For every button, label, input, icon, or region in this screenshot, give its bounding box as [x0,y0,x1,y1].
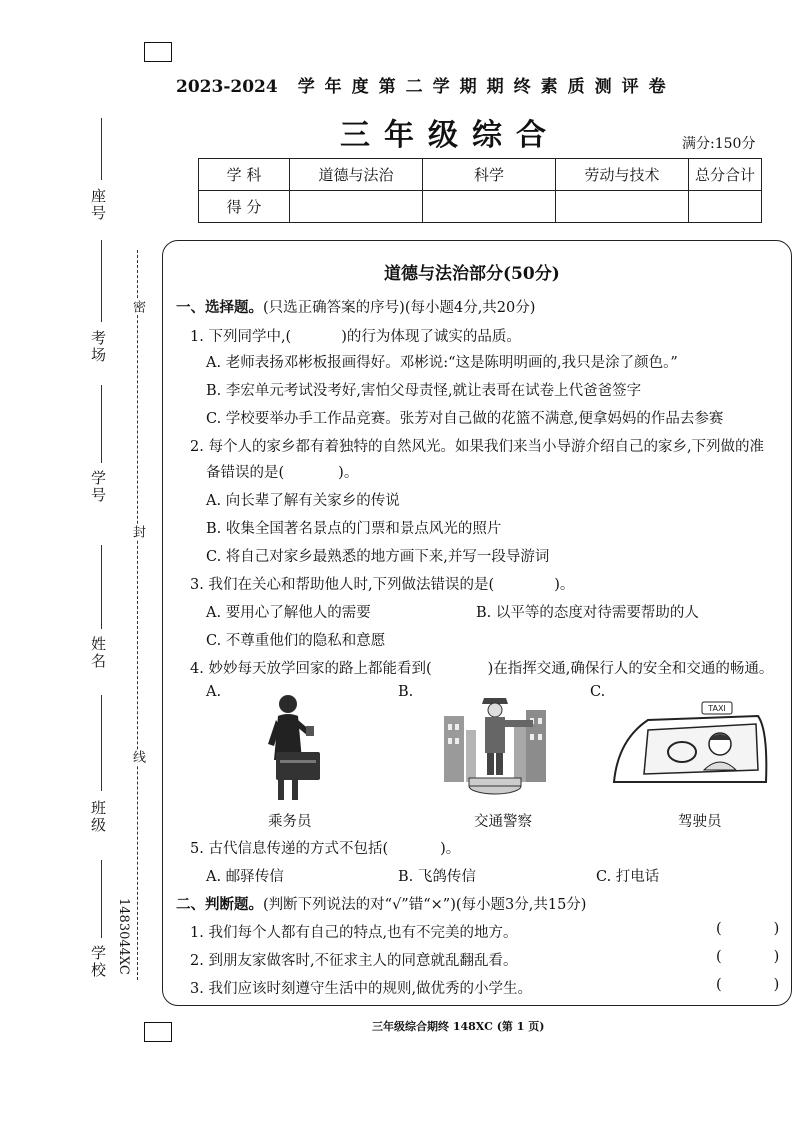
student-no-label: 学号 [89,470,107,504]
attendant-illustration [258,690,330,802]
taxi-driver-illustration [608,690,770,802]
student-no-line [101,385,102,463]
q3-stem-post: )。 [554,577,575,593]
q1-option-c: C. 学校要举办手工作品竞赛。张芳对自己做的花篮不满意,便拿妈妈的作品去参赛 [206,411,724,427]
q5-option-a: A. 邮驿传信 [206,869,284,885]
q2-stem-line1: 2. 每个人的家乡都有着独特的自然风光。如果我们来当小导游介绍自己的家乡,下列做的准 [190,439,765,455]
traffic-police-illustration [440,690,550,802]
q2-option-a: A. 向长辈了解有关家乡的传说 [206,493,400,509]
q4-option-c-letter: C. [590,684,606,700]
judge-item-3: 3. 我们应该时刻遵守生活中的规则,做优秀的小学生。 [190,981,533,997]
judge-item-1: 1. 我们每个人都有自己的特点,也有不完美的地方。 [190,925,518,941]
seat-line [101,118,102,180]
name-label: 姓名 [89,636,107,670]
corner-box-bottom [144,1022,172,1042]
judge-paren-open-1: ( [716,921,722,937]
exam-title [176,72,676,97]
q4-stem-post: )在指挥交通,确保行人的安全和交通的畅通。 [487,661,774,677]
q4-stem-pre: 4. 妙妙每天放学回家的路上都能看到( [190,661,432,677]
judge-paren-open-3: ( [716,977,722,993]
score-header-total: 总分合计 [689,159,762,191]
part2-title: 二、判断题。 [176,896,263,913]
q1-option-b: B. 李宏单元考试没考好,害怕父母责怪,就让表哥在试卷上代爸爸签字 [206,383,642,399]
q4-option-a-letter: A. [206,684,222,700]
score-header-labor: 劳动与技术 [556,159,689,191]
score-cell-science[interactable] [423,191,556,223]
judge-paren-close-3: ) [773,977,780,993]
seal-mark: 密 [130,300,145,315]
school-label: 学校 [89,945,107,979]
part1-title: 一、选择题。 [176,299,263,316]
q2-stem-line2 [206,461,358,482]
q4-option-b-letter: B. [398,684,414,700]
section-title: 道德与法治部分(50分) [384,264,560,284]
q3-stem-pre: 3. 我们在关心和帮助他人时,下列做法错误的是( [190,577,495,593]
judge-paren-close-2: ) [773,949,780,965]
q3-option-c: C. 不尊重他们的隐私和意愿 [206,633,386,649]
q1-option-a: A. 老师表扬邓彬板报画得好。邓彬说:“这是陈明明画的,我只是涂了颜色。” [206,355,678,371]
exam-title-text: 学年度第二学期期终素质测评卷 [297,77,676,97]
class-label: 班级 [89,800,107,834]
fasten-mark: 封 [130,525,145,540]
binding-dashed-line [137,250,138,980]
part1-instructions: (只选正确答案的序号)(每小题4分,共20分) [263,300,536,316]
q2-option-c: C. 将自己对家乡最熟悉的地方画下来,并写一段导游词 [206,549,550,565]
class-line [101,695,102,791]
judge-answer-2[interactable] [716,949,779,965]
q4-stem [190,657,773,678]
score-table [198,158,762,223]
q5-stem [190,837,460,858]
judge-paren-open-2: ( [716,949,722,965]
exam-year: 2023-2024 [176,77,278,97]
q3-option-b: B. 以平等的态度对待需要帮助的人 [476,605,699,621]
line-mark: 线 [130,750,145,765]
corner-box-top [144,42,172,62]
q3-stem [190,573,574,594]
q2-option-b: B. 收集全国著名景点的门票和景点风光的照片 [206,521,502,537]
page-title: 三年级综合 [340,118,560,153]
q5-stem-post: )。 [440,841,461,857]
score-table-score-row [199,191,762,223]
judge-answer-3[interactable] [716,977,779,993]
seat-label: 座号 [89,188,107,222]
taxi-sign: TAXI [708,704,726,713]
score-header-science: 科学 [423,159,556,191]
score-cell-morality[interactable] [290,191,423,223]
q5-option-c: C. 打电话 [596,869,660,885]
score-table-header-row [199,159,762,191]
q5-option-b: B. 飞鸽传信 [398,869,476,885]
part2-heading [176,893,586,914]
q1-stem-post: )的行为体现了诚实的品质。 [341,329,521,345]
q2-stem-pre: 备错误的是( [206,465,285,481]
name-line [101,545,102,629]
judge-item-2: 2. 到朋友家做客时,不征求主人的同意就乱翻乱看。 [190,953,518,969]
q5-stem-pre: 5. 古代信息传递的方式不包括( [190,841,389,857]
part1-heading [176,296,535,317]
q4-caption-b: 交通警察 [474,814,532,830]
serial-code: 1483044XC [116,898,131,975]
q4-caption-c: 驾驶员 [678,814,722,830]
exam-room-line [101,240,102,322]
score-cell-labor[interactable] [556,191,689,223]
q2-stem-post: )。 [338,465,359,481]
school-line [101,860,102,938]
score-row-label: 得 分 [199,191,290,223]
score-cell-total[interactable] [689,191,762,223]
page-footer: 三年级综合期终 148XC (第 1 页) [372,1020,545,1033]
q1-stem-pre: 1. 下列同学中,( [190,329,292,345]
score-header-morality: 道德与法治 [290,159,423,191]
part2-instructions: (判断下列说法的对“√”错“×”)(每小题3分,共15分) [263,897,587,913]
q4-caption-a: 乘务员 [268,814,312,830]
score-header-subject: 学 科 [199,159,290,191]
full-score: 满分:150分 [682,136,756,152]
q3-option-a: A. 要用心了解他人的需要 [206,605,371,621]
judge-answer-1[interactable] [716,921,779,937]
judge-paren-close-1: ) [773,921,780,937]
q1-stem [190,325,521,346]
exam-room-label: 考场 [89,330,107,364]
